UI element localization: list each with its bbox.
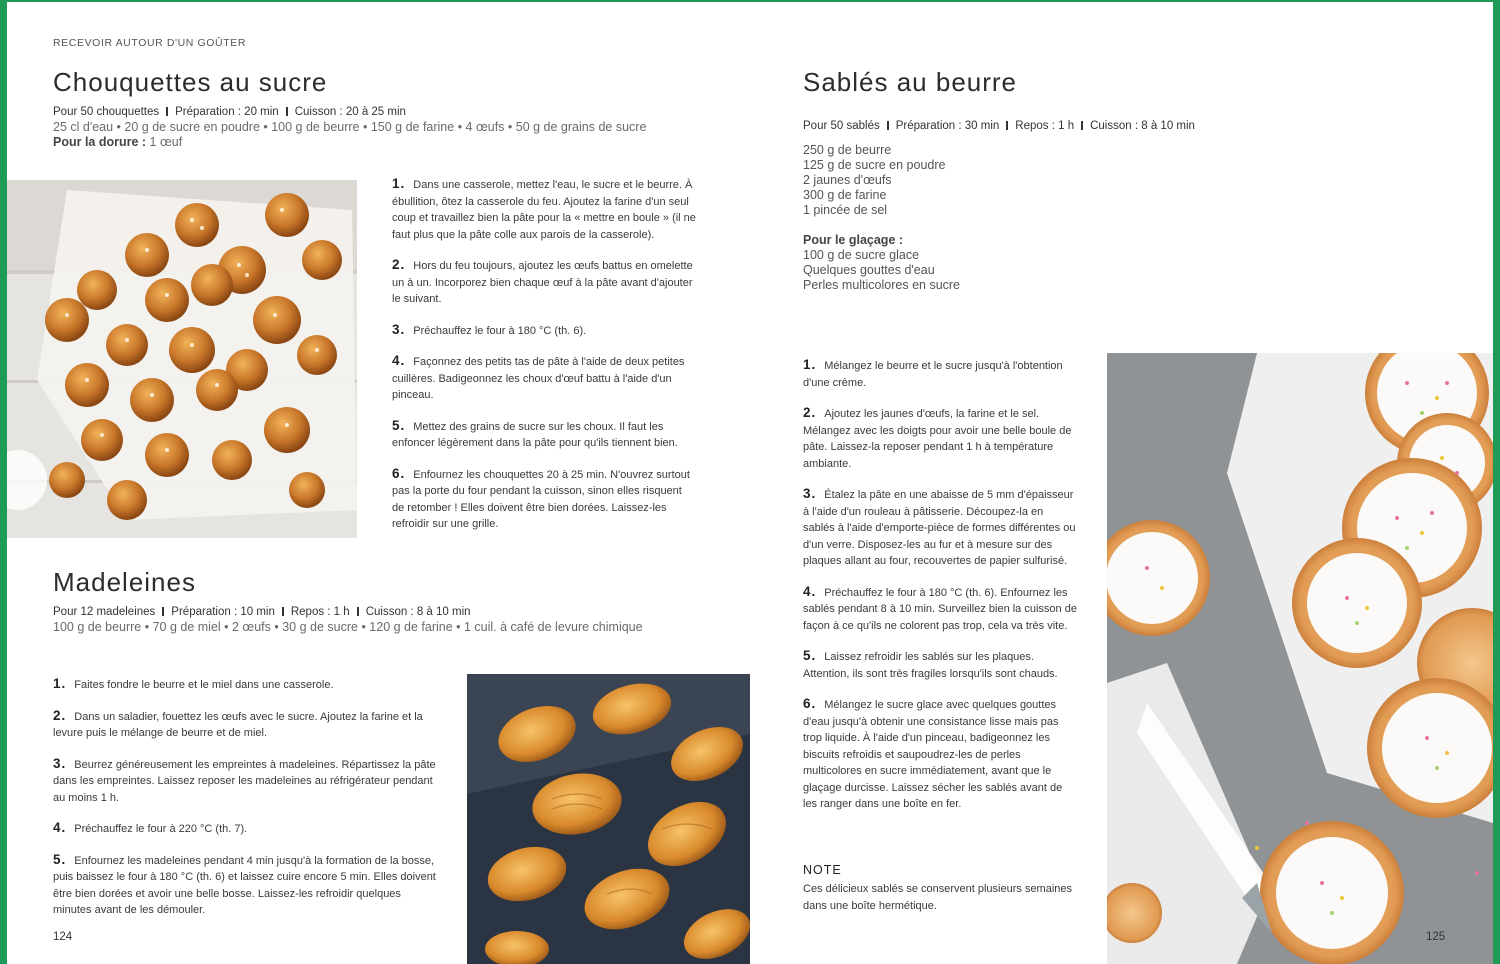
step-2: 2. Hors du feu toujours, ajoutez les œufs battus en omelette un à un. Incorporez bien chaque œuf à la pâte avant d'ajouter le suivant. bbox=[392, 257, 693, 305]
meta-yield: Pour 50 chouquettes bbox=[53, 106, 160, 118]
page-number-left: 124 bbox=[53, 931, 73, 943]
meta-prep: Préparation : 30 min bbox=[895, 120, 1000, 132]
step-5: 5. Laissez refroidir les sablés sur les plaques. Attention, ils sont très fragiles lorsqu'ils sont chauds. bbox=[803, 648, 1058, 680]
chouquettes-title: Chouquettes au sucre bbox=[53, 67, 328, 97]
meta-cook: Cuisson : 8 à 10 min bbox=[1090, 120, 1195, 132]
dorure-value: 1 œuf bbox=[146, 135, 183, 149]
ingredient-item: 125 g de sucre en poudre bbox=[803, 158, 946, 172]
meta-yield: Pour 50 sablés bbox=[803, 120, 880, 132]
glaze-item: Perles multicolores en sucre bbox=[803, 278, 961, 292]
meta-yield: Pour 12 madeleines bbox=[53, 606, 156, 618]
ingredient-item: 1 pincée de sel bbox=[803, 203, 888, 217]
meta-prep: Préparation : 10 min bbox=[171, 606, 275, 618]
glaze-item: 100 g de sucre glace bbox=[803, 248, 920, 262]
meta-rest: Repos : 1 h bbox=[1015, 120, 1075, 132]
step-1: 1. Dans une casserole, mettez l'eau, le sucre et le beurre. À ébullition, ôtez la casserole du feu. Ajoutez la farine d'un seul coup et travaillez bien la pâte pour la « mettre en boule » (il ne faut plus que la pâte colle aux parois de la casserole). bbox=[392, 176, 696, 241]
chouquettes-meta bbox=[53, 106, 406, 118]
sables-title: Sablés au beurre bbox=[803, 67, 1018, 97]
step-2: 2. Ajoutez les jaunes d'œufs, la farine et le sel. Mélangez avec les doigts pour avoir une belle boule de pâte. Laissez-la reposer pendant 1 h à température ambiante. bbox=[803, 405, 1072, 470]
meta-cook: Cuisson : 8 à 10 min bbox=[365, 606, 471, 618]
glaze-title: Pour le glaçage : bbox=[803, 233, 904, 247]
step-3: 3. Beurrez généreusement les empreintes à madeleines. Répartissez la pâte dans les empreintes. Laissez reposer les madeleines au réfrigérateur pendant au moins 1 h. bbox=[53, 755, 436, 804]
chouquettes-photo bbox=[7, 180, 357, 538]
step-3: 3. Étalez la pâte en une abaisse de 5 mm d'épaisseur à l'aide d'un rouleau à pâtisserie. Découpez-la en sablés à l'aide d'emporte-pièce de formes différentes ou d'un verre. Disposez-les au fur et à mesure sur des plaques allant au four, recouvertes de papier sulfurisé. bbox=[803, 486, 1076, 567]
chouquettes-ingredients: 25 cl d'eau • 20 g de sucre en poudre • 100 g de beurre • 150 g de farine • 4 œufs • 50 g de grains de sucre bbox=[53, 120, 647, 134]
step-3: 3. Préchauffez le four à 180 °C (th. 6). bbox=[392, 321, 587, 337]
chouquettes-steps bbox=[392, 176, 697, 547]
right-page bbox=[750, 0, 1500, 964]
step-6: 6. Enfournez les chouquettes 20 à 25 min. N'ouvrez surtout pas la porte du four pendant la cuisson, sinon elles risquent de retomber ! Elles doivent être bien dorées. Laissez-les refroidir sur une grille. bbox=[392, 465, 690, 530]
dorure-label: Pour la dorure : bbox=[53, 135, 147, 149]
madeleines-ingredients: 100 g de beurre • 70 g de miel • 2 œufs • 30 g de sucre • 120 g de farine • 1 cuil. à café de levure chimique bbox=[53, 620, 643, 634]
madeleines-steps bbox=[53, 676, 438, 933]
madeleines-meta bbox=[53, 606, 471, 618]
sables-photo bbox=[1107, 353, 1493, 964]
step-1: 1. Mélangez le beurre et le sucre jusqu'à l'obtention d'une crème. bbox=[803, 357, 1063, 389]
step-5: 5. Mettez des grains de sucre sur les choux. Il faut les enfoncer légèrement dans la pâte pour qu'ils tiennent bien. bbox=[392, 417, 678, 449]
step-2: 2. Dans un saladier, fouettez les œufs avec le sucre. Ajoutez la farine et la levure puis le mélange de beurre et de miel. bbox=[53, 707, 423, 739]
meta-prep: Préparation : 20 min bbox=[175, 106, 279, 118]
sables-steps bbox=[803, 357, 1078, 827]
meta-cook: Cuisson : 20 à 25 min bbox=[294, 106, 406, 118]
step-1: 1. Faites fondre le beurre et le miel dans une casserole. bbox=[53, 676, 334, 691]
note-title: NOTE bbox=[803, 863, 842, 877]
ingredient-item: 300 g de farine bbox=[803, 188, 887, 202]
step-5: 5. Enfournez les madeleines pendant 4 min jusqu'à la formation de la bosse, puis baissez le four à 180 °C (th. 6) et laissez cuire encore 5 min. Elles doivent être bien dorées et avoir une belle bosse. Laissez-les refroidir quelques minutes avant de les démouler. bbox=[53, 851, 436, 916]
note-text: Ces délicieux sablés se conservent plusieurs semaines dans une boîte hermétique. bbox=[803, 883, 1073, 912]
meta-rest: Repos : 1 h bbox=[290, 606, 350, 618]
section-kicker: RECEVOIR AUTOUR D'UN GOÛTER bbox=[53, 37, 247, 49]
step-4: 4. Préchauffez le four à 180 °C (th. 6). Enfournez les sablés pendant 8 à 10 min. Surveillez bien la cuisson de façon à ce qu'ils ne colorent pas trop, cela va très vite. bbox=[803, 583, 1077, 632]
step-4: 4. Préchauffez le four à 220 °C (th. 7). bbox=[53, 820, 248, 835]
step-4: 4. Façonnez des petits tas de pâte à l'aide de deux petites cuillères. Badigeonnez les choux d'œuf battu à l'aide d'un pinceau. bbox=[392, 353, 685, 401]
ingredient-item: 2 jaunes d'œufs bbox=[803, 173, 892, 187]
page-number-right: 125 bbox=[1426, 931, 1446, 943]
glaze-item: Quelques gouttes d'eau bbox=[803, 263, 935, 277]
step-6: 6. Mélangez le sucre glace avec quelques gouttes d'eau jusqu'à obtenir une consistance lisse mais pas trop liquide. À l'aide d'un pinceau, badigeonnez les biscuits refroidis et saupoudrez-les de perles multicolores en sucre immédiatement, avant que le glaçage durcisse. Laissez sécher les sablés avant de les ranger dans une boîte en fer. bbox=[803, 696, 1063, 810]
sables-ingredients bbox=[803, 143, 960, 293]
ingredient-item: 250 g de beurre bbox=[803, 143, 892, 157]
madeleines-title: Madeleines bbox=[53, 567, 196, 597]
chouquettes-dorure bbox=[53, 135, 182, 149]
sables-meta bbox=[803, 120, 1195, 132]
madeleines-photo bbox=[467, 674, 750, 964]
